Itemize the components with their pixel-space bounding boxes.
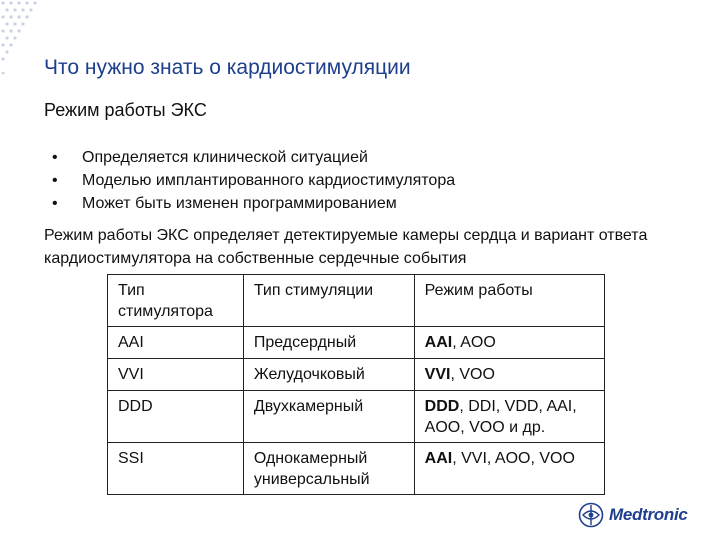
header-cell-type: Тип стимулятора — [108, 275, 244, 327]
cell-pacing: Однокамерный универсальный — [243, 443, 414, 495]
slide-subtitle: Режим работы ЭКС — [44, 100, 207, 120]
cell-pacing: Двухкамерный — [243, 391, 414, 443]
bullet-glyph: • — [52, 195, 58, 212]
bullet-item — [52, 192, 455, 215]
medtronic-logo — [578, 502, 688, 528]
mode-primary: AAI — [424, 450, 453, 467]
cell-type: SSI — [108, 443, 244, 495]
table-row — [108, 359, 605, 391]
corner-dot-pattern — [0, 0, 40, 86]
cell-mode — [414, 327, 604, 359]
cell-mode — [414, 359, 604, 391]
cell-pacing: Желудочковый — [243, 359, 414, 391]
cell-mode — [414, 443, 604, 495]
cell-type: DDD — [108, 391, 244, 443]
bullet-list — [52, 146, 455, 215]
pacing-modes-table — [107, 274, 605, 495]
table-row — [108, 327, 605, 359]
mode-primary: AAI — [424, 334, 453, 351]
bullet-item — [52, 169, 455, 192]
bullet-glyph: • — [52, 172, 58, 189]
table-header-row — [108, 275, 605, 327]
table-row — [108, 443, 605, 495]
bullet-text: Моделью имплантированного кардиостимулятора — [82, 172, 456, 189]
cell-mode — [414, 391, 604, 443]
cell-type: AAI — [108, 327, 244, 359]
mode-others: , AOO — [452, 334, 496, 351]
bullet-item — [52, 146, 455, 169]
bullet-text: Определяется клинической ситуацией — [82, 149, 368, 166]
table-row — [108, 391, 605, 443]
mode-others: , DDI, VDD, AAI, AOO, VOO и др. — [424, 398, 577, 436]
slide-title: Что нужно знать о кардиостимуляции — [44, 56, 411, 79]
header-cell-pacing: Тип стимуляции — [243, 275, 414, 327]
bullet-text: Может быть изменен программированием — [82, 195, 397, 212]
description-paragraph: Режим работы ЭКС определяет детектируемые камеры сердца и вариант ответа кардиостимулятора на собственные сердечные события — [44, 227, 648, 267]
mode-primary: DDD — [424, 398, 460, 415]
mode-primary: VVI — [424, 366, 451, 383]
medtronic-emblem-icon — [578, 502, 604, 528]
mode-others: , VOO — [450, 366, 495, 383]
bullet-glyph: • — [52, 149, 58, 166]
cell-pacing: Предсердный — [243, 327, 414, 359]
mode-others: , VVI, AOO, VOO — [452, 450, 575, 467]
cell-type: VVI — [108, 359, 244, 391]
header-cell-mode: Режим работы — [414, 275, 604, 327]
logo-wordmark: Medtronic — [609, 505, 688, 524]
